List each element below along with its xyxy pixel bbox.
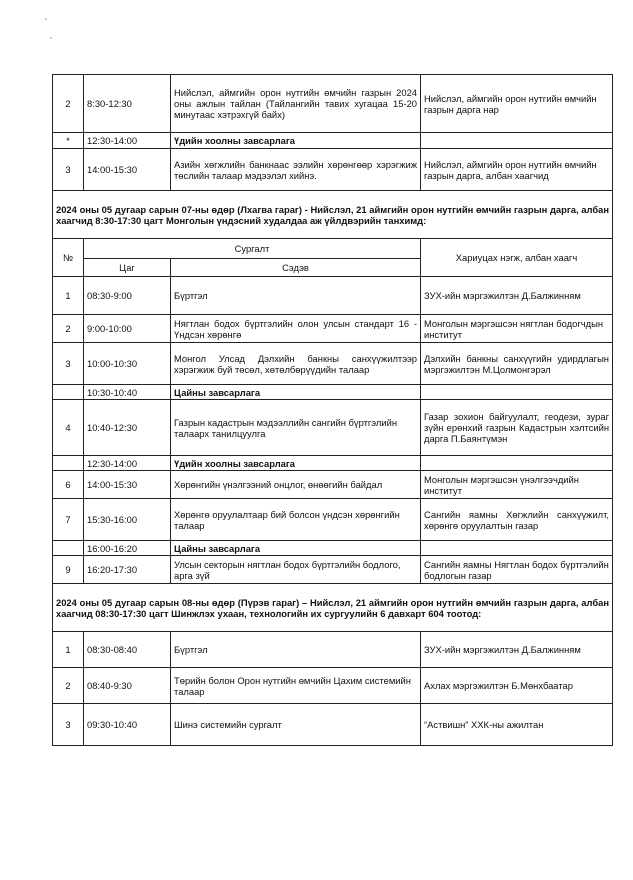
- row-responsible: Нийслэл, аймгийн орон нутгийн өмчийн газрын дарга, албан хаагчид: [421, 149, 613, 191]
- row-time: 8:30-12:30: [84, 75, 171, 133]
- row-time: 12:30-14:00: [84, 456, 171, 471]
- row-number: 9: [53, 556, 84, 584]
- row-topic: Бүртгэл: [171, 277, 421, 315]
- row-responsible: [421, 456, 613, 471]
- row-number: 3: [53, 704, 84, 746]
- row-time: 16:00-16:20: [84, 541, 171, 556]
- row-topic: Үдийн хоолны завсарлага: [171, 133, 421, 149]
- row-topic: Шинэ системийн сургалт: [171, 704, 421, 746]
- row-number: 7: [53, 499, 84, 541]
- row-time: 14:00-15:30: [84, 471, 171, 499]
- table-row: [53, 400, 613, 456]
- row-responsible: ЗУХ-ийн мэргэжилтэн Д.Балжинням: [421, 277, 613, 315]
- row-topic: Улсын секторын нягтлан бодох бүртгэлийн бодлого, арга зүй: [171, 556, 421, 584]
- table-row: [53, 75, 613, 133]
- row-number: 1: [53, 632, 84, 668]
- table-row: [53, 499, 613, 541]
- row-responsible: [421, 385, 613, 400]
- table-row: [53, 541, 613, 556]
- scan-speck: [50, 37, 52, 39]
- col-training-header: Сургалт: [84, 239, 421, 259]
- table-row: [53, 277, 613, 315]
- row-time: 14:00-15:30: [84, 149, 171, 191]
- row-topic: Нягтлан бодох бүртгэлийн олон улсын стандарт 16 - Үндсэн хөрөнгө: [171, 315, 421, 343]
- row-number: 3: [53, 149, 84, 191]
- row-number: 3: [53, 343, 84, 385]
- row-responsible: Дэлхийн банкны санхүүгийн удирдлагын мэргэжилтэн М.Цолмонгэрэл: [421, 343, 613, 385]
- row-topic: Монгол Улсад Дэлхийн банкны санхүүжилтээр хэрэгжиж буй төсөл, хөтөлбөрүүдийн талаар: [171, 343, 421, 385]
- col-topic-header: Сэдэв: [171, 259, 421, 277]
- col-responsible-header: Хариуцах нэгж, албан хаагч: [421, 239, 613, 277]
- row-responsible: Монголын мэргэшсэн үнэлгээчдийн институт: [421, 471, 613, 499]
- row-responsible: Нийслэл, аймгийн орон нутгийн өмчийн газрын дарга нар: [421, 75, 613, 133]
- col-number-header: №: [53, 239, 84, 277]
- row-responsible: Сангийн яамны Нягтлан бодох бүртгэлийн бодлогын газар: [421, 556, 613, 584]
- section-heading-row: [53, 584, 613, 632]
- row-time: 09:30-10:40: [84, 704, 171, 746]
- row-number: [53, 541, 84, 556]
- row-responsible: “Аствишн” ХХК-ны ажилтан: [421, 704, 613, 746]
- day3-heading: 2024 оны 05 дугаар сарын 08-ны өдөр (Пүрэв гараг) – Нийслэл, 21 аймгийн орон нутгийн өмчийн газрын дарга, албан хаагчид 08:30-17:30 цагт Шинжлэх ухаан, технологийн их сургуулийн 6 давхарт 604 тоотод:: [53, 584, 613, 632]
- row-responsible: [421, 133, 613, 149]
- row-number: 2: [53, 315, 84, 343]
- row-time: 12:30-14:00: [84, 133, 171, 149]
- row-number: [53, 456, 84, 471]
- table-row: [53, 315, 613, 343]
- row-topic: Төрийн болон Орон нутгийн өмчийн Цахим системийн талаар: [171, 668, 421, 704]
- row-topic: Цайны завсарлага: [171, 385, 421, 400]
- row-topic: Цайны завсарлага: [171, 541, 421, 556]
- table-row: [53, 456, 613, 471]
- section-heading-row: [53, 191, 613, 239]
- row-topic: Хөрөнгө оруулалтаар бий болсон үндсэн хөрөнгийн талаар: [171, 499, 421, 541]
- row-responsible: Монголын мэргэшсэн нягтлан бодогчдын институт: [421, 315, 613, 343]
- row-number: [53, 385, 84, 400]
- row-responsible: ЗУХ-ийн мэргэжилтэн Д.Балжинням: [421, 632, 613, 668]
- row-responsible: Газар зохион байгуулалт, геодези, зураг зүйн ерөнхий газрын Кадастрын хэлтсийн дарга П.Баянтүмэн: [421, 400, 613, 456]
- row-responsible: Ахлах мэргэжилтэн Б.Мөнхбаатар: [421, 668, 613, 704]
- table-row: [53, 149, 613, 191]
- table-row: [53, 704, 613, 746]
- row-responsible: [421, 541, 613, 556]
- row-topic: Хөрөнгийн үнэлгээний онцлог, өнөөгийн байдал: [171, 471, 421, 499]
- row-topic: Нийслэл, аймгийн орон нутгийн өмчийн газрын 2024 оны ажлын тайлан (Тайлангийн тавих хугацаа 15-20 минутаас хэтрэхгүй байх): [171, 75, 421, 133]
- row-time: 10:30-10:40: [84, 385, 171, 400]
- table-row: [53, 668, 613, 704]
- row-topic: Газрын кадастрын мэдээллийн сангийн бүртгэлийн талаарх танилцуулга: [171, 400, 421, 456]
- table-row: [53, 632, 613, 668]
- row-number: 2: [53, 75, 84, 133]
- table-row: [53, 133, 613, 149]
- row-time: 10:00-10:30: [84, 343, 171, 385]
- row-time: 08:30-9:00: [84, 277, 171, 315]
- day2-heading: 2024 оны 05 дугаар сарын 07-ны өдөр (Лхагва гараг) - Нийслэл, 21 аймгийн орон нутгийн өмчийн газрын дарга, албан хаагчид 8:30-17:30 цагт Монголын үндэсний худалдаа аж үйлдвэрийн танхимд:: [53, 191, 613, 239]
- row-time: 9:00-10:00: [84, 315, 171, 343]
- schedule-table: [52, 74, 613, 746]
- row-time: 15:30-16:00: [84, 499, 171, 541]
- row-responsible: Сангийн яамны Хөгжлийн санхүүжилт, хөрөнгө оруулалтын газар: [421, 499, 613, 541]
- row-time: 10:40-12:30: [84, 400, 171, 456]
- col-time-header: Цаг: [84, 259, 171, 277]
- table-row: [53, 471, 613, 499]
- row-number: 6: [53, 471, 84, 499]
- row-time: 08:30-08:40: [84, 632, 171, 668]
- row-number: 1: [53, 277, 84, 315]
- row-topic: Үдийн хоолны завсарлага: [171, 456, 421, 471]
- table-row: [53, 556, 613, 584]
- column-header-row: [53, 239, 613, 259]
- row-time: 08:40-9:30: [84, 668, 171, 704]
- table-row: [53, 385, 613, 400]
- row-time: 16:20-17:30: [84, 556, 171, 584]
- row-topic: Азийн хөгжлийн банкнаас ээлийн хөрөнгөөр хэрэгжиж төслийн талаар мэдээлэл хийнэ.: [171, 149, 421, 191]
- row-number: 2: [53, 668, 84, 704]
- row-topic: Бүртгэл: [171, 632, 421, 668]
- row-number: 4: [53, 400, 84, 456]
- table-row: [53, 343, 613, 385]
- row-number: *: [53, 133, 84, 149]
- scan-speck: [45, 18, 47, 20]
